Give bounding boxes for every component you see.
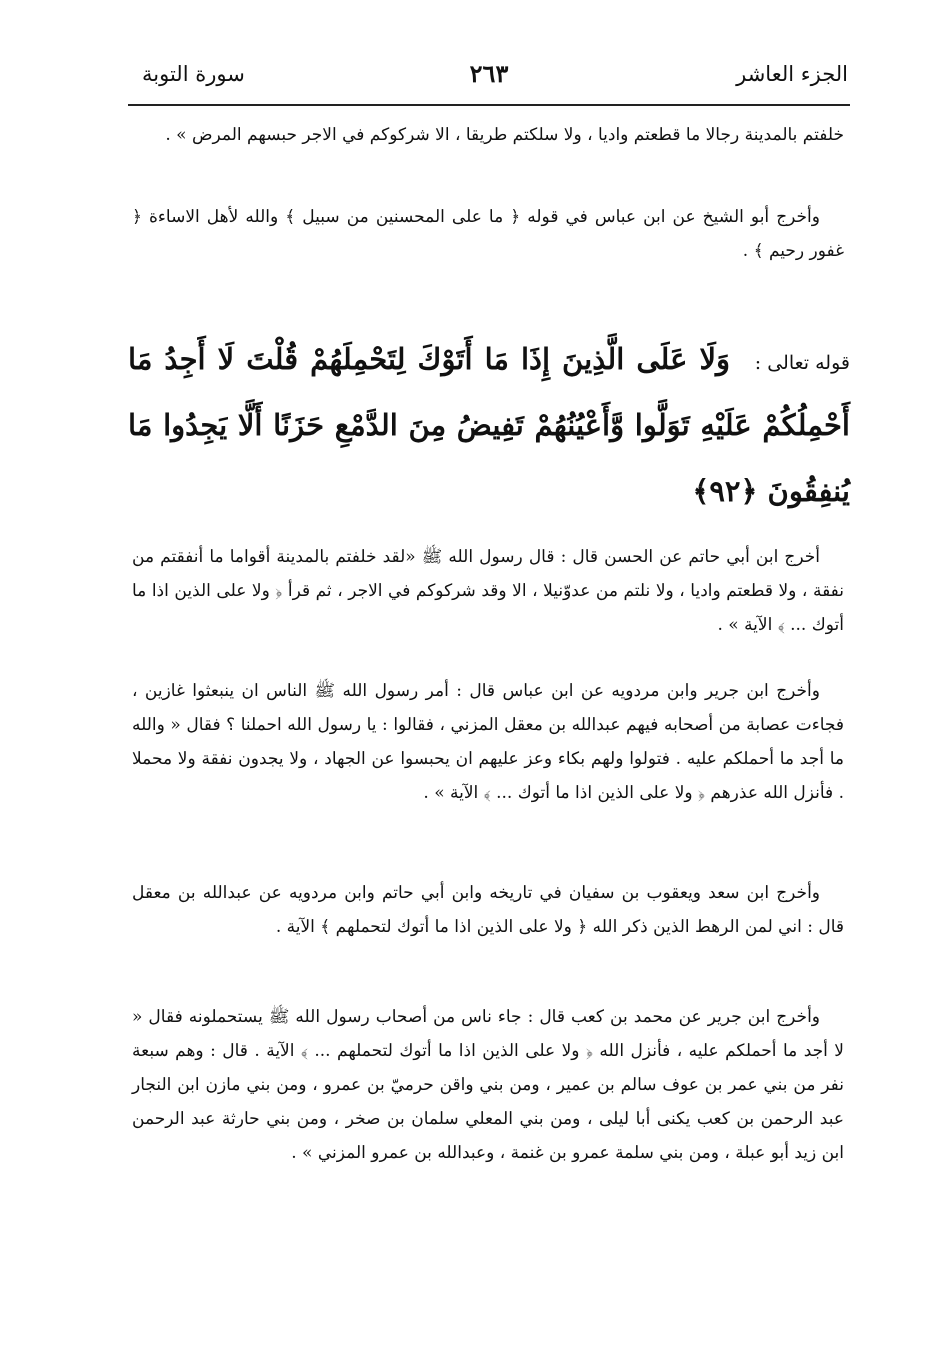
surah-title: سورة التوبة [142, 62, 245, 86]
commentary-paragraph [132, 674, 844, 810]
continued-paragraph [132, 118, 844, 152]
part-title: الجزء العاشر [736, 62, 848, 86]
page-number: ٢٦٣ [469, 59, 509, 88]
paragraph-text: وأخرج ابن جرير عن محمد بن كعب قال : جاء ناس من أصحاب رسول الله ﷺ يستحملونه فقال « لا أجد ما أحملكم عليه ، فأنزل الله ﴿ ولا على الذين اذا ما أتوك لتحملهم ... ﴾ الآية . قال : وهم سبعة نفر من بني عمر بن عوف سالم بن عمير ، ومن بني واقن حرميّ بن عمرو ، ومن بني مازن ابن النجار عبد الرحمن بن كعب يكنى أبا ليلى ، ومن بني المعلي سلمان بن صخر ، ومن بني حارثة عبد الرحمن ابن زيد أبو عبلة ، ومن بني سلمة عمرو بن غنمة ، وعبدالله بن عمرو المزني » . [132, 1007, 844, 1163]
paragraph-text: وأخرج ابن سعد ويعقوب بن سفيان في تاريخه وابن أبي حاتم وابن مردويه عن عبدالله بن معقل قال : اني لمن الرهط الذين ذكر الله ﴿ ولا على الذين اذا ما أتوك لتحملهم ﴾ الآية . [132, 883, 844, 937]
abu-al-shaykh-paragraph [132, 200, 844, 268]
commentary-paragraph [132, 876, 844, 944]
commentary-paragraph [132, 540, 844, 642]
paragraph-text: أخرج ابن أبي حاتم عن الحسن قال : قال رسول الله ﷺ «لقد خلفتم بالمدينة أقواما ما أنفقتم من نفقة ، ولا قطعتم واديا ، ولا نلتم من عدوّنيلا ، الا وقد شركوكم في الاجر ، ثم قرأ ﴿ ولا على الذين اذا ما أتوك ... ﴾ الآية » . [132, 547, 844, 635]
header-divider [128, 104, 850, 106]
page-header [130, 54, 848, 94]
verse-intro-label: قوله تعالى : [754, 352, 850, 374]
paragraph-text: وأخرج ابن جرير وابن مردويه عن ابن عباس قال : أمر رسول الله ﷺ الناس ان ينبعثوا غازين ، فجاءت عصابة من أصحابه فيهم عبدالله بن معقل المزني ، فقالوا : يا رسول الله احملنا ؟ فقال « والله ما أجد ما أحملكم عليه . فتولوا ولهم بكاء وعز عليهم ان يحبسوا عن الجهاد ، ولا يجدون نفقة ولا محملا . فأنزل الله عذرهم ﴿ ولا على الذين اذا ما أتوك ... ﴾ الآية » . [132, 681, 844, 803]
quran-verse-text: وَلَا عَلَى الَّذِينَ إِذَا مَا أَتَوْكَ لِتَحْمِلَهُمْ قُلْتَ لَا أَجِدُ مَا أَحْمِلُكُمْ عَلَيْهِ تَوَلَّوا وَّأَعْيُنُهُمْ تَفِيضُ مِنَ الدَّمْعِ حَزَنًا أَلَّا يَجِدُوا مَا يُنفِقُونَ ﴿٩٢﴾ [128, 342, 850, 508]
paragraph-text: وأخرج أبو الشيخ عن ابن عباس في قوله ﴿ ما على المحسنين من سبيل ﴾ والله لأهل الاساءة ﴿ غفور رحيم ﴾ . [132, 207, 844, 261]
paragraph-text: خلفتم بالمدينة رجالا ما قطعتم واديا ، ولا سلكتم طريقا ، الا شركوكم في الاجر حبسهم المرض » . [165, 125, 844, 145]
commentary-paragraph [132, 1000, 844, 1170]
